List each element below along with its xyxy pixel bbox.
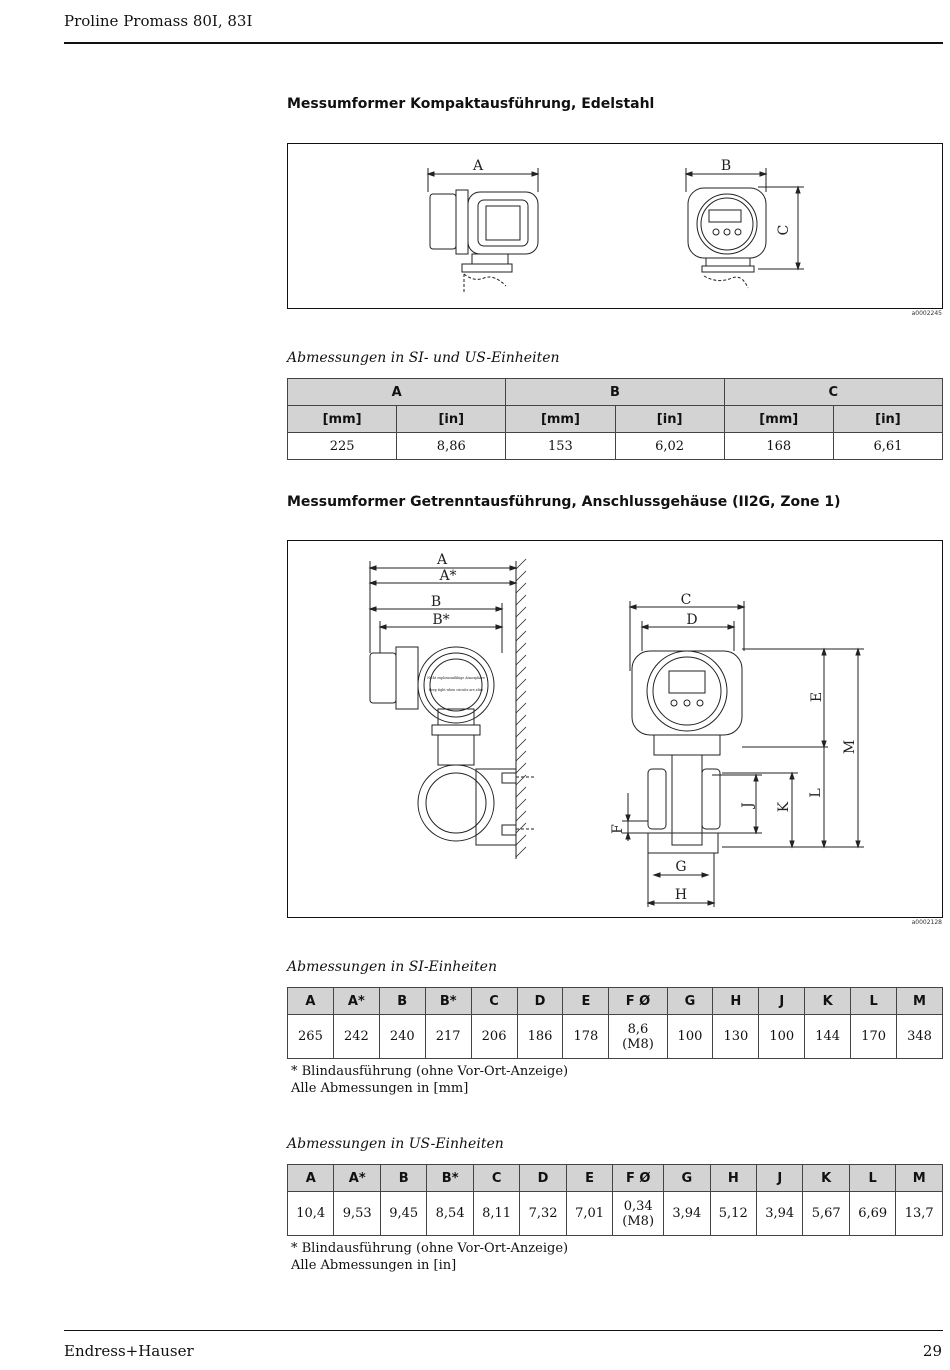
unit-header: [mm] [506, 406, 615, 433]
col-header: K [805, 988, 851, 1015]
header-rule [64, 42, 943, 44]
dimensions-table-compact [287, 378, 943, 460]
table-cell: 144 [805, 1015, 851, 1059]
table-footnote-us [291, 1240, 568, 1274]
f-thread: (M8) [622, 1213, 655, 1229]
table-cell: 348 [897, 1015, 943, 1059]
col-header: C [471, 988, 517, 1015]
col-header: B* [427, 1165, 473, 1192]
col-header: E [563, 988, 609, 1015]
label-b: B [430, 594, 442, 610]
f-value: 8,6 [627, 1021, 649, 1037]
label-l: L [808, 788, 824, 798]
label-b-star: B* [432, 612, 450, 628]
footnote-units: Alle Abmessungen in [mm] [291, 1081, 469, 1096]
table-cell: 178 [563, 1015, 609, 1059]
table-cell: 225 [288, 433, 397, 460]
label-g: G [675, 859, 687, 875]
figure-remote-housing [287, 540, 943, 918]
col-header: M [897, 988, 943, 1015]
table-cell: 6,61 [833, 433, 942, 460]
label-a: A [472, 158, 484, 174]
figure-id-compact: a0002245 [911, 310, 942, 317]
unit-header: [in] [615, 406, 724, 433]
section-title-remote: Messumformer Getrenntausführung, Anschlussgehäuse (II2G, Zone 1) [287, 494, 841, 510]
table-cell: 8,54 [427, 1192, 473, 1236]
col-header: K [803, 1165, 849, 1192]
table-caption-si: Abmessungen in SI-Einheiten [287, 959, 497, 975]
table-cell: 100 [667, 1015, 713, 1059]
footer-brand: Endress+Hauser [64, 1342, 194, 1360]
col-header: J [759, 988, 805, 1015]
table-cell: 8,86 [397, 433, 506, 460]
unit-header: [mm] [288, 406, 397, 433]
table-cell: 242 [333, 1015, 379, 1059]
label-k: K [776, 801, 792, 813]
housing-warning-text: Keep tight when circuits are alive [428, 688, 484, 692]
table-caption-si-us: Abmessungen in SI- und US-Einheiten [287, 350, 560, 366]
table-cell: 5,12 [710, 1192, 756, 1236]
table-cell: 217 [425, 1015, 471, 1059]
dimensions-table-us [287, 1164, 943, 1236]
f-value: 0,34 [623, 1198, 653, 1214]
table-cell: 3,94 [664, 1192, 710, 1236]
compact-housing-drawing [288, 144, 942, 308]
page-number: 29 [922, 1342, 942, 1360]
label-f: F [610, 824, 626, 834]
table-cell: 8,11 [473, 1192, 519, 1236]
f-thread: (M8) [622, 1036, 654, 1052]
col-header: A* [334, 1165, 380, 1192]
col-header: H [713, 988, 759, 1015]
table-cell-f [609, 1015, 667, 1059]
col-header: E [566, 1165, 612, 1192]
table-caption-us: Abmessungen in US-Einheiten [287, 1136, 504, 1152]
figure-id-remote: a0002128 [911, 919, 942, 926]
label-b: B [720, 158, 732, 174]
col-header: D [520, 1165, 566, 1192]
label-e: E [809, 691, 825, 703]
col-header: A* [333, 988, 379, 1015]
footnote-blind: * Blindausführung (ohne Vor-Ort-Anzeige) [291, 1241, 569, 1256]
col-header: L [851, 988, 897, 1015]
col-header: B* [425, 988, 471, 1015]
footnote-units: Alle Abmessungen in [in] [291, 1258, 457, 1273]
table-footnote-si [291, 1063, 568, 1097]
label-m: M [842, 739, 858, 755]
table-cell: 240 [379, 1015, 425, 1059]
table-cell: 5,67 [803, 1192, 849, 1236]
unit-header: [in] [833, 406, 942, 433]
table-cell: 130 [713, 1015, 759, 1059]
col-header: L [849, 1165, 895, 1192]
table-cell: 7,01 [566, 1192, 612, 1236]
table-cell: 168 [724, 433, 833, 460]
table-cell: 7,32 [520, 1192, 566, 1236]
col-header: D [517, 988, 563, 1015]
col-group-a: A [288, 379, 506, 406]
remote-housing-drawing [288, 541, 942, 917]
label-a-star: A* [439, 568, 457, 584]
col-header: C [473, 1165, 519, 1192]
figure-compact-housing [287, 143, 943, 309]
table-cell: 6,02 [615, 433, 724, 460]
col-header: H [710, 1165, 756, 1192]
col-group-c: C [724, 379, 942, 406]
dimensions-table-si [287, 987, 943, 1059]
footnote-blind: * Blindausführung (ohne Vor-Ort-Anzeige) [291, 1064, 569, 1079]
table-cell: 6,69 [849, 1192, 895, 1236]
label-a: A [436, 552, 448, 568]
col-header: A [288, 988, 334, 1015]
table-cell-f [613, 1192, 664, 1236]
table-cell: 9,53 [334, 1192, 380, 1236]
running-header: Proline Promass 80I, 83I [64, 12, 253, 30]
col-header: J [757, 1165, 803, 1192]
unit-header: [mm] [724, 406, 833, 433]
col-header: G [664, 1165, 710, 1192]
table-cell: 265 [288, 1015, 334, 1059]
table-cell: 13,7 [896, 1192, 943, 1236]
table-cell: 186 [517, 1015, 563, 1059]
table-cell: 3,94 [757, 1192, 803, 1236]
col-header: M [896, 1165, 943, 1192]
col-header: A [288, 1165, 334, 1192]
col-header: F Ø [613, 1165, 664, 1192]
table-cell: 153 [506, 433, 615, 460]
label-j: J [740, 802, 756, 808]
unit-header: [in] [397, 406, 506, 433]
table-cell: 206 [471, 1015, 517, 1059]
label-c: C [680, 592, 692, 608]
table-cell: 170 [851, 1015, 897, 1059]
footer-rule [64, 1330, 943, 1331]
section-title-compact: Messumformer Kompaktausführung, Edelstahl [287, 96, 655, 112]
col-header: B [380, 1165, 426, 1192]
label-d: D [686, 612, 698, 628]
label-h: H [674, 887, 688, 903]
col-header: G [667, 988, 713, 1015]
col-group-b: B [506, 379, 724, 406]
label-c: C [776, 224, 792, 236]
col-header: B [379, 988, 425, 1015]
table-cell: 9,45 [380, 1192, 426, 1236]
table-cell: 100 [759, 1015, 805, 1059]
table-cell: 10,4 [288, 1192, 334, 1236]
housing-warning-text: Nicht explosionsfähige Atmosphäre [427, 676, 485, 680]
col-header: F Ø [609, 988, 667, 1015]
